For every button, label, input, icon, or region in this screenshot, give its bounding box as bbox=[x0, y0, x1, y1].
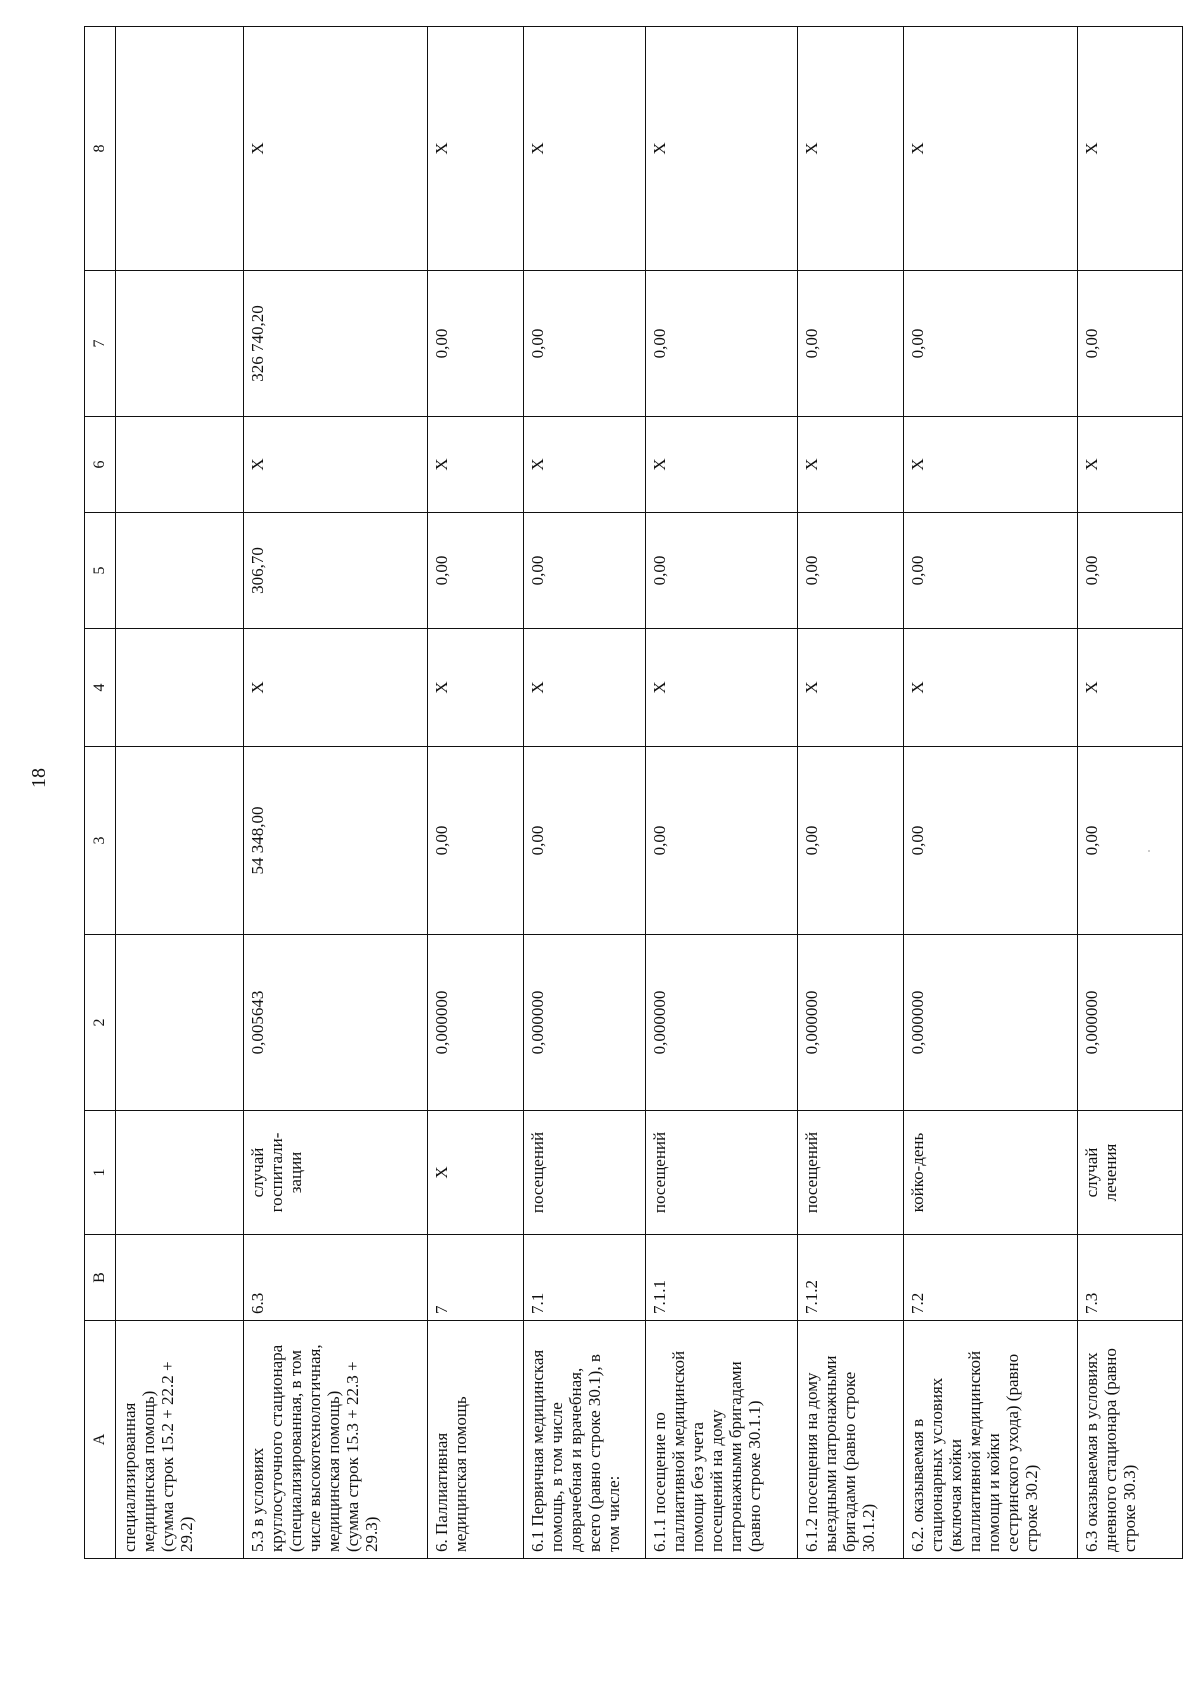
table-cell-c7 bbox=[524, 271, 646, 417]
table-cell-b bbox=[524, 1235, 646, 1321]
table-cell-c4 bbox=[798, 629, 904, 747]
cell-text: X bbox=[908, 681, 927, 694]
table-cell-c6 bbox=[904, 417, 1078, 513]
table-cell-c7 bbox=[244, 271, 428, 417]
cell-text: 6.2. оказываемая в стационарных условиях (включая койки паллиативной медицинской помощи и койки сестринского ухода) (равно строке 30.2) bbox=[908, 1350, 1042, 1552]
table-cell-c6 bbox=[1078, 417, 1183, 513]
cell-text: X bbox=[528, 458, 547, 471]
cell-text: 0,00 bbox=[908, 555, 927, 586]
table-cell-b bbox=[428, 1235, 524, 1321]
table-cell-a bbox=[904, 1321, 1078, 1559]
header-cell: 3 bbox=[85, 747, 116, 935]
header-cell: 2 bbox=[85, 935, 116, 1111]
cell-text: 0,00 bbox=[1082, 328, 1101, 359]
cell-text: 0,00 bbox=[802, 328, 821, 359]
table-cell-c2 bbox=[428, 935, 524, 1111]
table-cell-c6 bbox=[116, 417, 244, 513]
table-cell-c7 bbox=[798, 271, 904, 417]
table-cell-c4 bbox=[524, 629, 646, 747]
cell-text: 0,00 bbox=[432, 555, 451, 586]
cell-text: 0,00 bbox=[650, 555, 669, 586]
table-cell-c5 bbox=[646, 513, 798, 629]
table-cell-c5 bbox=[1078, 513, 1183, 629]
cell-text: 0,00 bbox=[432, 328, 451, 359]
table-cell-b bbox=[1078, 1235, 1183, 1321]
header-cell: 1 bbox=[85, 1111, 116, 1235]
cell-text: 54 348,00 bbox=[248, 806, 267, 875]
cell-text: X bbox=[248, 681, 267, 694]
cell-text: X bbox=[908, 142, 927, 155]
table-cell-c7 bbox=[646, 271, 798, 417]
table-cell-c8 bbox=[524, 27, 646, 271]
cell-text: специализированная медицинская помощь) (сумма строк 15.2 + 22.2 + 29.2) bbox=[120, 1361, 197, 1552]
cell-text: X bbox=[528, 681, 547, 694]
rotated-table-container bbox=[84, 27, 1140, 1559]
table-cell-c6 bbox=[646, 417, 798, 513]
table-row bbox=[1078, 27, 1183, 1559]
table-cell-c2 bbox=[244, 935, 428, 1111]
table-row bbox=[646, 27, 798, 1559]
cell-text: X bbox=[432, 1166, 451, 1179]
cell-text: 0,00 bbox=[528, 825, 547, 856]
table-cell-c8 bbox=[904, 27, 1078, 271]
table-cell-c4 bbox=[116, 629, 244, 747]
cell-text: X bbox=[1082, 142, 1101, 155]
table-cell-a bbox=[244, 1321, 428, 1559]
table-cell-a bbox=[798, 1321, 904, 1559]
cell-text: X bbox=[1082, 681, 1101, 694]
cell-text: X bbox=[432, 142, 451, 155]
table-cell-c1 bbox=[798, 1111, 904, 1235]
cell-text: 0,005643 bbox=[248, 990, 267, 1055]
table-row bbox=[244, 27, 428, 1559]
page-number: 18 bbox=[28, 768, 50, 788]
table-cell-c6 bbox=[524, 417, 646, 513]
table-cell-c5 bbox=[524, 513, 646, 629]
table-cell-c4 bbox=[904, 629, 1078, 747]
cell-text: 0,00 bbox=[1082, 825, 1101, 856]
table-cell-c2 bbox=[904, 935, 1078, 1111]
cell-text: X bbox=[650, 458, 669, 471]
cell-text: 7.3 bbox=[1082, 1292, 1101, 1314]
table-row bbox=[904, 27, 1078, 1559]
header-cell: B bbox=[85, 1235, 116, 1321]
cell-text: 6.3 bbox=[248, 1292, 267, 1314]
cell-text: X bbox=[528, 142, 547, 155]
table-cell-c8 bbox=[646, 27, 798, 271]
table-cell-b bbox=[798, 1235, 904, 1321]
cell-text: 7 bbox=[432, 1305, 451, 1314]
table-cell-c3 bbox=[524, 747, 646, 935]
table-cell-c2 bbox=[1078, 935, 1183, 1111]
table-row bbox=[428, 27, 524, 1559]
table-row bbox=[798, 27, 904, 1559]
scan-artifact bbox=[1148, 850, 1150, 852]
table-cell-c3 bbox=[646, 747, 798, 935]
cell-text: 6.1.1 посещение по паллиативной медицинской помощи без учета посещений на дому патронажными бригадами (равно строке 30.1.1) bbox=[650, 1350, 765, 1552]
table-cell-c2 bbox=[524, 935, 646, 1111]
table-cell-c4 bbox=[1078, 629, 1183, 747]
table-cell-c3 bbox=[116, 747, 244, 935]
cell-text: 0,00 bbox=[528, 555, 547, 586]
table-cell-c5 bbox=[798, 513, 904, 629]
table-cell-c1 bbox=[646, 1111, 798, 1235]
cell-text: X bbox=[248, 458, 267, 471]
cell-text: X bbox=[908, 458, 927, 471]
cell-text: 7.1.1 bbox=[650, 1280, 669, 1314]
cell-text: 0,00 bbox=[1082, 555, 1101, 586]
table-cell-c5 bbox=[904, 513, 1078, 629]
cell-text: 0,00 bbox=[432, 825, 451, 856]
cell-text: 6.1 Первичная медицинская помощь, в том числе доврачебная и врачебная, всего (равно строке 30.1), в том числе: bbox=[528, 1349, 624, 1552]
table-cell-a bbox=[428, 1321, 524, 1559]
cell-text: 6.3 оказываемая в условиях дневного стационара (равно строке 30.3) bbox=[1082, 1348, 1140, 1552]
table-cell-c1 bbox=[244, 1111, 428, 1235]
cell-text: 0,00 bbox=[908, 328, 927, 359]
cell-text: 7.1 bbox=[528, 1292, 547, 1314]
table-cell-c5 bbox=[244, 513, 428, 629]
cell-text: 0,000000 bbox=[432, 990, 451, 1055]
header-cell: 7 bbox=[85, 271, 116, 417]
table-cell-c3 bbox=[1078, 747, 1183, 935]
cell-text: 0,000000 bbox=[908, 990, 927, 1055]
table-cell-c5 bbox=[116, 513, 244, 629]
table-row bbox=[524, 27, 646, 1559]
table-cell-c8 bbox=[244, 27, 428, 271]
table-cell-c8 bbox=[116, 27, 244, 271]
cell-text: X bbox=[1082, 458, 1101, 471]
table-cell-c2 bbox=[798, 935, 904, 1111]
cell-text: 0,000000 bbox=[802, 990, 821, 1055]
cell-text: X bbox=[802, 142, 821, 155]
header-cell: 4 bbox=[85, 629, 116, 747]
table-cell-c4 bbox=[428, 629, 524, 747]
cell-text: 7.1.2 bbox=[802, 1280, 821, 1314]
table-cell-c3 bbox=[428, 747, 524, 935]
cell-text: 0,00 bbox=[908, 825, 927, 856]
table-cell-b bbox=[904, 1235, 1078, 1321]
header-cell: A bbox=[85, 1321, 116, 1559]
table-cell-c8 bbox=[428, 27, 524, 271]
header-cell: 8 bbox=[85, 27, 116, 271]
cell-text: 0,00 bbox=[528, 328, 547, 359]
table-cell-c5 bbox=[428, 513, 524, 629]
cell-text: 0,00 bbox=[650, 825, 669, 856]
table-cell-c7 bbox=[1078, 271, 1183, 417]
table-cell-c6 bbox=[798, 417, 904, 513]
table-cell-c1 bbox=[524, 1111, 646, 1235]
cell-text: X bbox=[802, 681, 821, 694]
table-cell-c7 bbox=[116, 271, 244, 417]
table-row bbox=[116, 27, 244, 1559]
cell-text: 326 740,20 bbox=[248, 305, 267, 382]
table-cell-c1 bbox=[116, 1111, 244, 1235]
cell-text: 0,00 bbox=[650, 328, 669, 359]
table-cell-a bbox=[1078, 1321, 1183, 1559]
table-cell-b bbox=[116, 1235, 244, 1321]
cell-text: 5.3 в условиях круглосуточного стационара (специализированная, в том числе высокотехнологичная, медицинская помощь) (сумма строк 15.3 + 22.3 + 29.3) bbox=[248, 1344, 382, 1552]
table-cell-c2 bbox=[116, 935, 244, 1111]
table-cell-c7 bbox=[904, 271, 1078, 417]
medical-assistance-table bbox=[84, 26, 1183, 1559]
table-cell-c8 bbox=[1078, 27, 1183, 271]
header-cell: 6 bbox=[85, 417, 116, 513]
table-cell-c4 bbox=[244, 629, 428, 747]
cell-text: 0,000000 bbox=[650, 990, 669, 1055]
cell-text: 6. Паллиативная медицинская помощь bbox=[432, 1396, 471, 1552]
cell-text: 0,00 bbox=[802, 825, 821, 856]
cell-text: 0,000000 bbox=[1082, 990, 1101, 1055]
table-cell-c7 bbox=[428, 271, 524, 417]
table-cell-a bbox=[646, 1321, 798, 1559]
table-cell-c3 bbox=[798, 747, 904, 935]
cell-text: посещений bbox=[650, 1131, 669, 1214]
table-cell-a bbox=[116, 1321, 244, 1559]
cell-text: X bbox=[248, 142, 267, 155]
table-cell-c1 bbox=[428, 1111, 524, 1235]
table-cell-b bbox=[244, 1235, 428, 1321]
cell-text: 6.1.2 посещения на дому выездными патронажными бригадами (равно строке 30.1.2) bbox=[802, 1355, 879, 1552]
cell-text: 0,000000 bbox=[528, 990, 547, 1055]
cell-text: случай госпитали- зации bbox=[248, 1132, 306, 1213]
table-cell-c3 bbox=[904, 747, 1078, 935]
cell-text: койко-день bbox=[908, 1132, 927, 1213]
table-cell-b bbox=[646, 1235, 798, 1321]
cell-text: X bbox=[432, 458, 451, 471]
cell-text: X bbox=[802, 458, 821, 471]
cell-text: посещений bbox=[528, 1131, 547, 1214]
cell-text: X bbox=[432, 681, 451, 694]
cell-text: X bbox=[650, 142, 669, 155]
cell-text: 306,70 bbox=[248, 547, 267, 594]
table-cell-c6 bbox=[244, 417, 428, 513]
cell-text: посещений bbox=[802, 1131, 821, 1214]
cell-text: 0,00 bbox=[802, 555, 821, 586]
table-cell-c6 bbox=[428, 417, 524, 513]
table-cell-c1 bbox=[904, 1111, 1078, 1235]
cell-text: 7.2 bbox=[908, 1292, 927, 1314]
table-cell-a bbox=[524, 1321, 646, 1559]
table-cell-c8 bbox=[798, 27, 904, 271]
table-cell-c1 bbox=[1078, 1111, 1183, 1235]
header-row bbox=[85, 27, 116, 1559]
cell-text: X bbox=[650, 681, 669, 694]
cell-text: случай лечения bbox=[1082, 1143, 1121, 1202]
table-cell-c2 bbox=[646, 935, 798, 1111]
table-cell-c3 bbox=[244, 747, 428, 935]
header-cell: 5 bbox=[85, 513, 116, 629]
table-cell-c4 bbox=[646, 629, 798, 747]
